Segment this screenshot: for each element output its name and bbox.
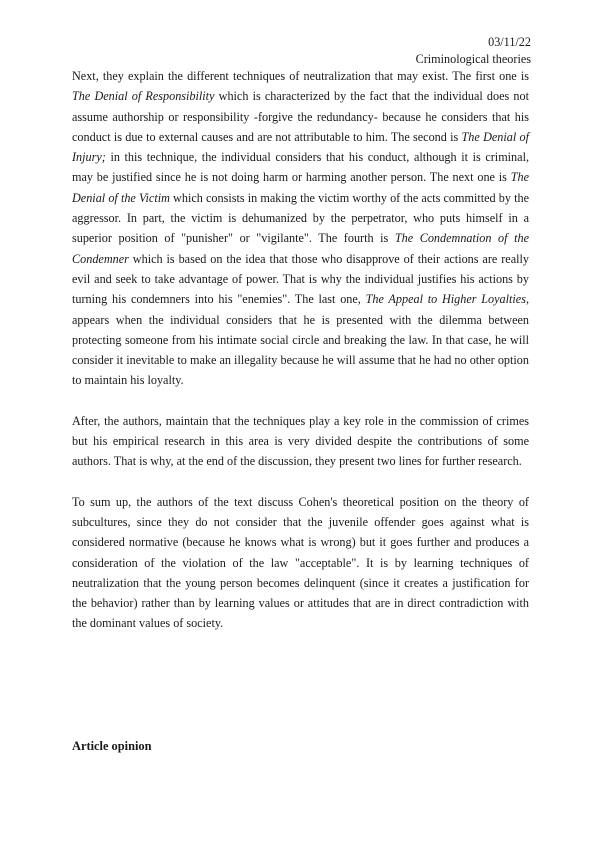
text-run: Next, they explain the different techniques of neutralization that may exist. The first one is [72,69,529,83]
technique-name: The Condemnation of the Condemner [72,231,529,266]
technique-name: The Appeal to Higher Loyalties, [365,292,529,307]
text-run: in this technique, the individual considers that his conduct, although it is criminal, may be justified since he is not doing harm or harming another person. The next one is [72,150,529,185]
section-heading: Article opinion [72,739,152,753]
paragraph-research [72,411,529,472]
text-run: To sum up, the authors of the text discuss Cohen's theoretical position on the theory of subcultures, since they do not consider that the juvenile offender goes against what is considered normative (because he knows what is wrong) but it goes further and produces a consideration of the violation of the law "acceptable". It is by learning techniques of neutralization that the young person becomes delinquent (since it creates a justification for the behavior) rather than by learning values or attitudes that are in direct contradiction with the dominant values of society. [72,494,529,631]
text-run: which is characterized by the fact that the individual does not assume authorship or responsibility -forgive the redundancy- because he considers that his conduct is due to external causes and are not attributable to him. The second is [72,89,529,144]
header-title: Criminological theories [415,52,531,66]
header-date: 03/11/22 [488,35,531,49]
paragraph-techniques [72,66,529,391]
text-run: which is based on the idea that those who disapprove of their actions are really evil and seek to take advantage of power. That is why the individual justifies his actions by turning his condemners into his "enemies". The last one, [72,251,529,307]
technique-name: The Denial of the Victim [72,170,529,205]
technique-name: The Denial of Injury; [72,129,529,165]
text-run: appears when the individual considers that he is presented with the dilemma between protecting someone from his intimate social circle and breaking the law. In that case, he will consider it inevitable to make an illegality because he will assume that he had no other option to maintain his loyalty. [72,312,529,388]
text-run: After, the authors, maintain that the techniques play a key role in the commission of crimes but his empirical research in this area is very divided despite the contributions of some authors. That is why, at the end of the discussion, they present two lines for further research. [72,413,529,469]
document-body [72,66,529,654]
technique-name: The Denial of Responsibility [72,89,215,104]
paragraph-summary [72,492,529,634]
text-run: which consists in making the victim worthy of the acts committed by the aggressor. In part, the victim is dehumanized by the perpetrator, who puts himself in a superior position of "punisher" or "vigilante". The fourth is [72,190,530,246]
